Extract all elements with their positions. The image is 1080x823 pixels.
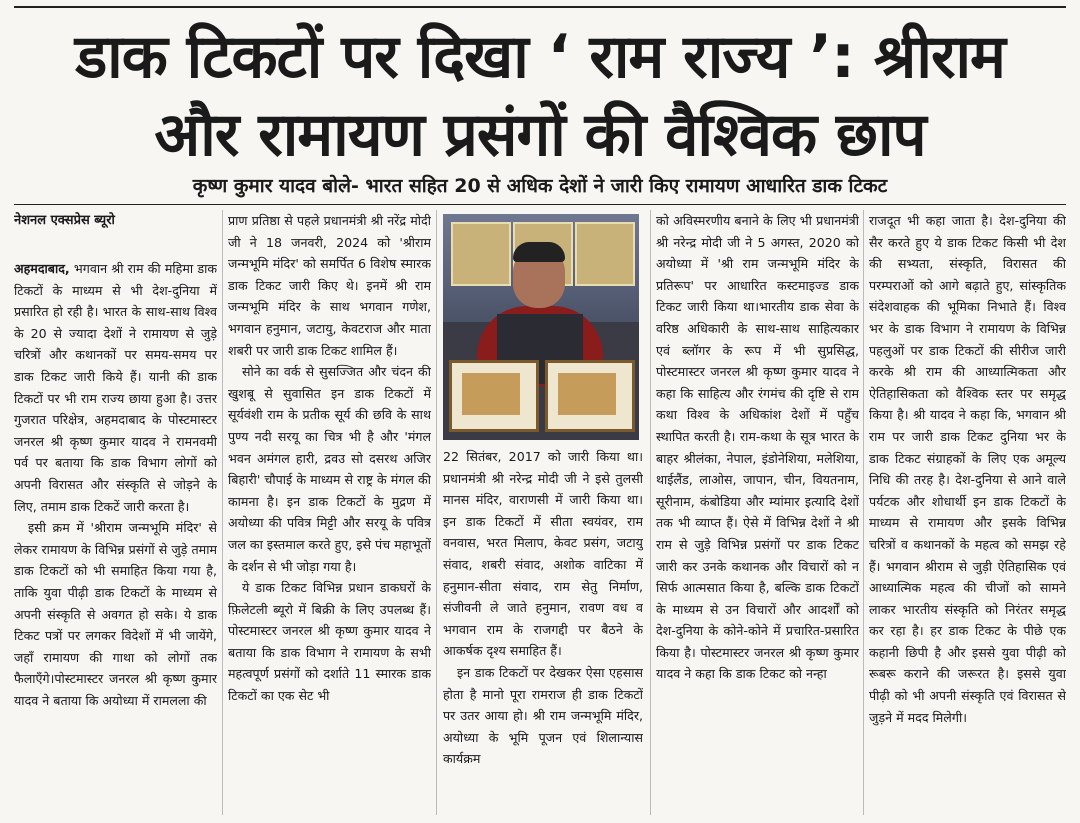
paragraph: 22 सितंबर, 2017 को जारी किया था। प्रधानमंत्री श्री नरेन्द्र मोदी जी ने इसे तुलसी मानस मंदिर, वाराणसी में जारी किया था। इन डाक टिकटों में सीता स्वयंवर, राम वनवास, भरत मिलाप, केवट प्रसंग, जटायु संवाद, शबरी संवाद, अशोक वाटिका में हनुमान-सीता संवाद, राम सेतु निर्माण, संजीवनी ले जाते हनुमान, रावण वध व भगवान राम के राजगद्दी पर बैठने के आकर्षक दृश्य समाहित हैं। <box>443 449 643 659</box>
dateline: अहमदाबाद, <box>14 261 70 276</box>
byline: नेशनल एक्सप्रेस ब्यूरो <box>14 213 115 228</box>
article-column-5 <box>869 210 1066 820</box>
stamp-poster <box>451 222 511 286</box>
paragraph: सोने का वर्क से सुसज्जित और चंदन की खुशबू से सुवासित इन डाक टिकटों में सूर्यवंशी राम के प्रतीक सूर्य की छवि के साथ पुण्य नदी सरयू का चित्र भी है और 'मंगल भवन अमंगल हारी, द्रवउ सो दसरथ अजिर बिहारी' चौपाई के माध्यम से राष्ट्र के मंगल की कामना है। इन डाक टिकटों के मुद्रण में अयोध्या की पवित्र मिट्टी और सरयू के पवित्र जल का इस्तमाल करते हुए, इसे पंच महाभूतों के दर्शन से भी जोड़ा गया है। <box>228 364 431 574</box>
article-column-4 <box>656 210 859 820</box>
column-divider <box>222 210 223 815</box>
person-hair <box>513 242 565 262</box>
headline-line-1: डाक टिकटों पर दिखा ‘ राम राज्य ’: श्रीराम <box>75 22 1005 92</box>
paragraph: को अविस्मरणीय बनाने के लिए भी प्रधानमंत्री श्री नरेन्द्र मोदी जी ने 5 अगस्त, 2020 को अयोध्या में 'श्री राम जन्मभूमि मंदिर के प्रतिरूप' पर आधारित कस्टमाइज्ड डाक टिकट जारी किया था।भारतीय डाक सेवा के वरिष्ठ अधिकारी के साथ-साथ साहित्यकार एवं ब्लॉगर के रूप में भी सुप्रसिद्ध, पोस्टमास्टर जनरल श्री कृष्ण कुमार यादव ने कहा कि साहित्य और रंगमंच की दृष्टि से राम कथा विश्व के अधिकांश देशों में पहुँच स्थापित करती है। राम-कथा के सूत्र भारत के बाहर श्रीलंका, नेपाल, इंडोनेशिया, मलेशिया, थाईलैंड, लाओस, जापान, चीन, वियतनाम, सूरीनाम, कंबोडिया और म्यांमार इत्यादि देशों तक भी व्याप्त हैं। ऐसे में विभिन्न देशों ने श्री राम से जुड़े विभिन्न प्रसंगों पर डाक टिकट जारी कर उनके कथानक और विचारों को न सिर्फ आत्मसात किया है, बल्कि डाक टिकटों के माध्यम से उन विचारों और आदर्शों को देश-दुनिया के कोने-कोने में प्रचारित-प्रसारित किया है। पोस्टमास्टर जनरल श्री कृष्ण कुमार यादव ने कहा कि डाक टिकट को नन्हा <box>656 213 859 682</box>
paragraph: इन डाक टिकटों पर देखकर ऐसा एहसास होता है मानो पूरा रामराज ही डाक टिकटों पर उतर आया हो। श्री राम जन्मभूमि मंदिर, अयोध्या के भूमि पूजन एवं शिलान्यास कार्यक्रम <box>443 664 643 767</box>
column-divider <box>650 210 651 815</box>
paragraph: राजदूत भी कहा जाता है। देश-दुनिया की सैर करते हुए ये डाक टिकट किसी भी देश की सभ्यता, संस्कृति, विरासत की परम्पराओं को आगे बढ़ाते हुए, सांस्कृतिक संदेशवाहक की भूमिका निभाते हैं। विश्व भर के डाक विभाग ने रामायण के विभिन्न पहलुओं पर डाक टिकटों की सीरीज जारी करके श्री राम की आध्यात्मिकता और ऐतिहासिकता को वैश्विक स्तर पर समृद्ध किया है। श्री यादव ने कहा कि, भगवान श्री राम पर जारी डाक टिकट दुनिया भर के डाक टिकट संग्राहकों के लिए एक अमूल्य निधि की तरह है। देश-दुनिया से आने वाले पर्यटक और शोधार्थी इन डाक टिकटों के माध्यम से रामायण और इसके विभिन्न चरित्रों व कथानकों के महत्व को समझ रहे हैं। भगवान श्रीराम से जुड़ी ऐतिहासिक एवं आध्यात्मिक महत्व की चीजों को सामने लाकर भारतीय संस्कृति को निरंतर समृद्ध कर रहा है। हर डाक टिकट के पीछे एक कहानी छिपी है और इससे युवा पीढ़ी को रूबरू कराने की जरूरत है। इससे युवा पीढ़ी को भी अपनी संस्कृति एवं विरासत से जुड़ने में मदद मिलेगी। <box>869 213 1066 725</box>
subheadline: कृष्ण कुमार यादव बोले- भारत सहित 20 से अधिक देशों ने जारी किए रामायण आधारित डाक टिकट <box>192 175 888 197</box>
headline <box>0 18 1080 174</box>
subhead-rule <box>14 204 1066 205</box>
article-column-3 <box>443 446 643 818</box>
headline-line-2: और रामायण प्रसंगों की वैश्विक छाप <box>154 100 926 170</box>
paragraph-text: भगवान श्री राम की महिमा डाक टिकटों के माध्यम से भी देश-दुनिया में प्रसारित हो रही है। भारत के साथ-साथ विश्व के 20 से ज्यादा देशों ने रामायण से जुड़े चरित्रों और कथानकों पर समय-समय पर डाक टिकट जारी किये हैं। यानी की डाक टिकटों पर भी राम राज्य छाया हुआ है। उत्तर गुजरात परिक्षेत्र, अहमदाबाद के पोस्टमास्टर जनरल श्री कृष्ण कुमार यादव ने रामनवमी पर्व पर बताया कि डाक विभाग लोगों को अपनी विरासत और संस्कृति से जोड़ने के लिए, तमाम डाक टिकटें जारी करता है। <box>14 261 217 514</box>
article-column-1 <box>14 210 217 820</box>
top-rule <box>14 6 1066 8</box>
paragraph <box>14 258 217 517</box>
article-column-2 <box>228 210 431 820</box>
column-divider <box>436 210 437 815</box>
stamp-poster <box>575 222 635 286</box>
paragraph: प्राण प्रतिष्ठा से पहले प्रधानमंत्री श्री नरेंद्र मोदी जी ने 18 जनवरी, 2024 को 'श्रीराम जन्मभूमि मंदिर' को समर्पित 6 विशेष स्मारक डाक टिकट जारी किए थे। इनमें श्री राम जन्मभूमि मंदिर के साथ भगवान गणेश, भगवान हनुमान, जटायु, केवटराज और माता शबरी पर जारी डाक टिकट शामिल हैं। <box>228 213 431 358</box>
column-divider <box>863 210 864 815</box>
stamp-frame <box>449 360 539 432</box>
paragraph: ये डाक टिकट विभिन्न प्रधान डाकघरों के फ़िलेटली ब्यूरो में बिक्री के लिए उपलब्ध हैं। पोस्टमास्टर जनरल श्री कृष्ण कुमार यादव ने बताया कि डाक विभाग ने रामायण के सभी महत्वपूर्ण प्रसंगों को दर्शाते 11 स्मारक डाक टिकटों का एक सेट भी <box>228 580 431 704</box>
stamp-frame <box>545 360 635 432</box>
paragraph: इसी क्रम में 'श्रीराम जन्मभूमि मंदिर' से लेकर रामायण के विभिन्न प्रसंगों से जुड़े तमाम डाक टिकटों को भी समाहित किया गया है, ताकि युवा पीढ़ी डाक टिकटों के माध्यम से अपनी संस्कृति से अवगत हो सके। ये डाक टिकट पत्रों पर लगकर विदेशों में भी जायेंगे, जहाँ रामायण की गाथा को लोगों तक फैलाएँगे।पोस्टमास्टर जनरल श्री कृष्ण कुमार यादव ने बताया कि अयोध्या में रामलला की <box>14 520 217 708</box>
person-with-stamp-frames-photo <box>443 214 639 440</box>
